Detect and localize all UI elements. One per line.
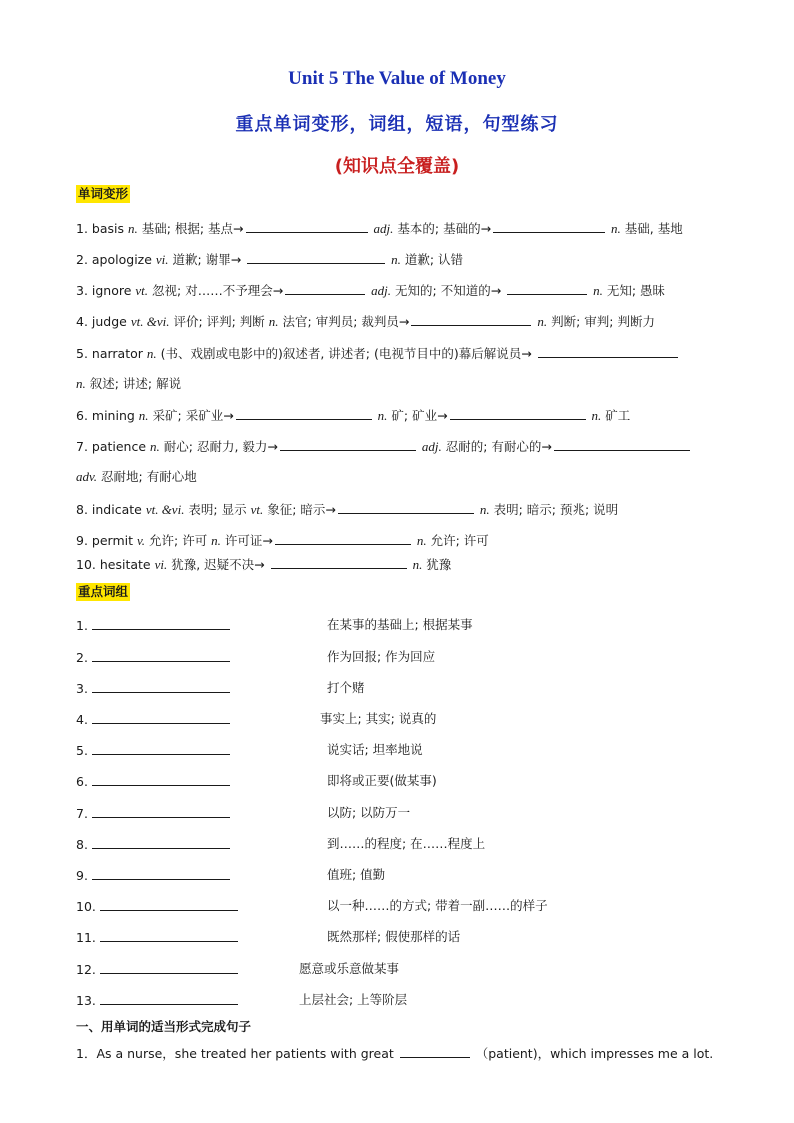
phrase-item: 5. (76, 741, 232, 760)
phrase-item: 2. (76, 648, 232, 667)
coverage-note: (知识点全覆盖) (334, 156, 460, 177)
pos-label: vt. &vi. (130, 314, 170, 329)
answer-blank[interactable] (285, 281, 365, 295)
phrase-meaning: 值班; 值勤 (327, 867, 386, 882)
pos-label: n. (537, 314, 548, 329)
phrase-item: 7. (76, 804, 232, 823)
answer-blank[interactable] (236, 406, 372, 420)
answer-blank[interactable] (92, 679, 230, 693)
answer-blank[interactable] (100, 897, 238, 911)
answer-blank[interactable] (400, 1044, 470, 1058)
phrase-meaning: 即将或正要(做某事) (327, 773, 437, 788)
phrase-item: 13. (76, 991, 240, 1010)
answer-blank[interactable] (493, 219, 605, 233)
section-key-phrases: 重点词组 (78, 584, 129, 599)
pos-label: v. (136, 533, 146, 548)
phrase-item: 3. (76, 679, 232, 698)
phrase-item: 11. (76, 928, 240, 947)
phrase-meaning: 愿意或乐意做某事 (299, 961, 400, 976)
answer-blank[interactable] (271, 555, 407, 569)
answer-blank[interactable] (507, 281, 587, 295)
answer-blank[interactable] (554, 437, 690, 451)
answer-blank[interactable] (100, 991, 238, 1005)
answer-blank[interactable] (92, 616, 230, 630)
word-text: 基础; 根据; 基点→ (137, 221, 244, 236)
answer-blank[interactable] (450, 406, 586, 420)
word-text: 基础, 基地 (620, 221, 683, 236)
answer-blank[interactable] (247, 250, 385, 264)
pos-label: n. (127, 221, 138, 236)
word-item: 2. apologize vi. 道歉; 谢罪→ n. 道歉; 认错 (76, 252, 464, 267)
answer-blank[interactable] (538, 344, 678, 358)
phrase-item: 1. (76, 616, 232, 635)
phrase-meaning: 事实上; 其实; 说真的 (320, 711, 437, 726)
pos-label: vt. (250, 502, 264, 517)
answer-blank[interactable] (92, 648, 230, 662)
word-item: 7. patience n. 耐心; 忍耐力, 毅力→ adj. 忍耐的; 有耐心的→ (76, 437, 692, 456)
exercise-item: 1．As a nurse，she treated her patients with great （patient)，which impresses me a lot. (76, 1046, 714, 1061)
pos-label: n. (268, 314, 279, 329)
pos-label: n. (146, 346, 157, 361)
answer-blank[interactable] (92, 710, 230, 724)
phrase-meaning: 打个赌 (327, 680, 365, 695)
pos-label: vi. (154, 557, 168, 572)
phrase-item: 9. (76, 866, 232, 885)
word-item: 8. indicate vt. &vi. 表明; 显示 vt. 象征; 暗示→ n. 表明; 暗示; 预兆; 说明 (76, 502, 619, 517)
word-item-continued: adv. 忍耐地; 有耐心地 (76, 469, 197, 484)
pos-label: n. (593, 283, 603, 298)
phrase-meaning: 既然那样; 假使那样的话 (327, 929, 461, 944)
unit-title: Unit 5 The Value of Money (288, 68, 506, 89)
pos-label: adj. (373, 221, 394, 236)
word-text: 1. basis (76, 221, 128, 236)
answer-blank[interactable] (92, 835, 230, 849)
answer-blank[interactable] (338, 500, 474, 514)
word-item-continued: n. 叙述; 讲述; 解说 (76, 376, 182, 391)
word-item (76, 219, 683, 238)
phrase-meaning: 说实话; 坦率地说 (327, 742, 423, 757)
pos-label: n. (591, 408, 602, 423)
phrase-item: 6. (76, 772, 232, 791)
pos-label: n. (150, 439, 160, 454)
pos-label: n. (412, 557, 423, 572)
pos-label: n. (76, 376, 86, 391)
word-text: 基本的; 基础的→ (393, 221, 492, 236)
section-word-forms: 单词变形 (78, 186, 129, 201)
pos-label: vi. (155, 252, 169, 267)
pos-label: n. (391, 252, 401, 267)
word-item: 10. hesitate vi. 犹豫, 迟疑不决→ n. 犹豫 (76, 557, 452, 572)
word-item: 3. ignore vt. 忽视; 对……不予理会→ adj. 无知的; 不知道的→ n. 无知; 愚昧 (76, 283, 666, 298)
phrase-meaning: 作为回报; 作为回应 (327, 649, 436, 664)
pos-label: vt. &vi. (145, 502, 185, 517)
answer-blank[interactable] (246, 219, 368, 233)
answer-blank[interactable] (92, 866, 230, 880)
pos-label: adv. (76, 469, 98, 484)
word-item: 4. judge vt. &vi. 评价; 评判; 判断 n. 法官; 审判员; 裁判员→ n. 判断; 审判; 判断力 (76, 314, 655, 329)
answer-blank[interactable] (92, 741, 230, 755)
answer-blank[interactable] (92, 772, 230, 786)
pos-label: n. (138, 408, 149, 423)
answer-blank[interactable] (92, 804, 230, 818)
answer-blank[interactable] (275, 531, 411, 545)
phrase-meaning: 以防; 以防万一 (327, 805, 411, 820)
phrase-meaning: 以一种……的方式; 带着一副……的样子 (327, 898, 548, 913)
pos-label: n. (479, 502, 490, 517)
phrase-item: 10. (76, 897, 240, 916)
pos-label: adj. (371, 283, 392, 298)
answer-blank[interactable] (100, 928, 238, 942)
pos-label: n. (416, 533, 427, 548)
exercise-heading: 一、用单词的适当形式完成句子 (76, 1019, 252, 1034)
worksheet-subtitle: 重点单词变形，词组，短语，句型练习 (235, 114, 559, 135)
phrase-meaning: 到……的程度; 在……程度上 (327, 836, 486, 851)
pos-label: n. (211, 533, 221, 548)
word-item: 6. mining n. 采矿; 采矿业→ n. 矿; 矿业→ n. 矿工 (76, 408, 631, 423)
word-item: 5. narrator n. (书、戏剧或电影中的)叙述者, 讲述者; (电视节目中的)幕后解说员→ (76, 344, 680, 363)
pos-label: n. (377, 408, 388, 423)
word-item: 9. permit v. 允许; 许可 n. 许可证→ n. 允许; 许可 (76, 533, 489, 548)
phrase-meaning: 在某事的基础上; 根据某事 (327, 617, 473, 632)
pos-label: adj. (421, 439, 442, 454)
answer-blank[interactable] (100, 960, 238, 974)
pos-label: vt. (135, 283, 149, 298)
answer-blank[interactable] (411, 312, 531, 326)
phrase-meaning: 上层社会; 上等阶层 (299, 992, 408, 1007)
phrase-item: 4. (76, 710, 232, 729)
phrase-item: 8. (76, 835, 232, 854)
phrase-item: 12. (76, 960, 240, 979)
answer-blank[interactable] (280, 437, 416, 451)
pos-label: n. (611, 221, 621, 236)
